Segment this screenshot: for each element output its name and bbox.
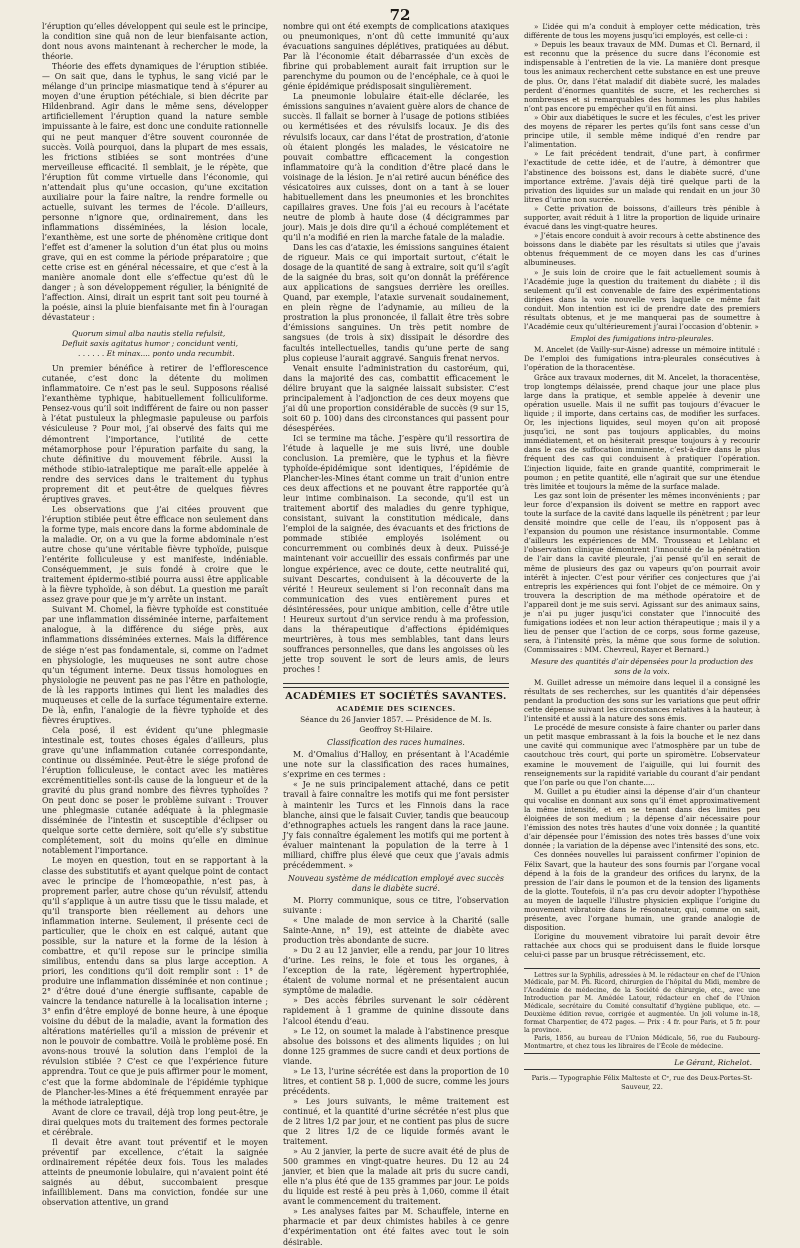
gerant-signature: Le Gérant, Richelot. [674,1057,752,1067]
paragraph: » Obir aux diabétiques le sucre et les fécules, c’est les priver des moyens de réparer les pertes qu’ils font sans cesse d’un principe utile, il semble même indiqué d’en rendre par l’alimentation. [524,112,760,150]
divider [524,1069,760,1070]
paragraph: » Cette privation de boissons, d’ailleurs très pénible à supporter, avait réduit à 1 litre la proportion de liquide urinaire évacué dans les vingt-quatre heures. [524,203,760,232]
page-number: 72 [389,6,411,24]
divider [283,683,509,684]
quote-line: Defluit saxis agitatus humor ; concidunt venti, [62,339,238,348]
topic-heading: Emploi des fumigations intra-pleurales. [570,334,714,344]
paragraph: » Depuis les beaux travaux de MM. Dumas et Cl. Bernard, il est reconnu que la présence du sucre dans l’économie est indispensable à l’entretien de la vie. La manière dont presque tous les animaux recherchent cette substance en est une preuve de plus. Or, dans l’état maladif dit diabète sucré, les malades perdent d’énormes quantités de sucre, et les recherches si nombreuses et si remarquables des hommes les plus habiles n’ont pas encore pu empêcher qu’il en fût ainsi. [524,40,760,113]
paragraph: » Du 2 au 12 janvier, elle a rendu, par jour 10 litres d’urine. Les reins, le foie et tous les organes, à l’exception de la rate, légèrement hypertrophiée, étaient de volume normal et ne présentaient aucun symptôme de maladie. [283,946,509,996]
paragraph: l’éruption qu’elles développent qui seule est le principe, la condition sine quâ non de leur bienfaisante action, dont nous avons maintenant à rechercher le mode, la théorie. [42,22,268,62]
paragraph: » J’étais encore conduit à avoir recours à cette abstinence des boissons dans le diabète par les résultats si utiles que j’avais obtenus fréquemment de ce moyen dans les cas d’urines albumineuses. [524,231,760,268]
paragraph: Les observations que j’ai citées prouvent que l’éruption stibiée peut être efficace non seulement dans la forme type, mais encore dans la forme abdominale de la maladie. Or, on a vu que la forme abdominale n’est autre chose qu’une véritable fièvre typhoïde, puisque l’entérite folliculeuse y est manifeste, indéniable. Conséquemment, je suis fondé à croire que le traitement épidermo-stibié pourra aussi être applicable à la fièvre typhoïde, à son début. La question me paraît assez grave pour que je m’y arrête un instant. [42,504,268,605]
paragraph: » Des accès fébriles survenant le soir cédèrent rapidement à 1 gramme de quinine dissoute dans l’alcool étendu d’eau. [283,996,509,1026]
paragraph: M. d’Omalius d’Halloy, en présentant à l’Académie une note sur la classification des races humaines, s’exprime en ces termes : [283,750,509,780]
paragraph: Il devait être avant tout préventif et le moyen préventif par excellence, c’était la saignée ordinairement répétée deux fois. Tous les malades atteints de pneumonie lobulaire, qui n’avaient point été saignés au début, succombaient presque infailliblement. Dans ma conviction, fondée sur une observation attentive, un grand [42,1137,268,1208]
paragraph: Suivant M. Chomel, la fièvre typhoïde est constituée par une inflammation disséminée interne, parfaitement analogue, à la différence du siége près, aux inflammations disséminées externes. Mais la différence de siége n’est pas fondamentale, si, comme on l’admet en physiologie, les muqueuses ne sont autre chose qu’un tégument interne. Deux tissus homologues en physiologie ne peuvent pas ne pas l’être en pathologie, de là les rapports intimes qui lient les maladies des muqueuses et celle de la surface tégumentaire externe. De là, enfin, l’analogie de la fièvre typhoïde et des fièvres éruptives. [42,605,268,725]
paragraph: » Le fait précédent tendrait, d’une part, à confirmer l’exactitude de cette idée, et de l’autre, à démontrer que l’abstinence des boissons est, dans le diabète sucré, d’une importance extrême. J’avais déjà tiré quelque parti de la privation des liquides sur un malade qui rendait en un jour 30 litres d’urine non sucrée. [524,149,760,204]
paragraph: Ces données nouvelles lui paraissent confirmer l’opinion de Félix Savart, que la hauteur des sons fournis par l’organe vocal dépend à la fois de la grandeur des orifices du larynx, de la pression de l’air dans le poumon et de la tension des ligaments de la glotte. Toutefois, il n’a pas cru devoir adopter l’hypothèse au moyen de laquelle l’illustre physicien explique l’origine du mouvement vibratoire dans le résonateur, qui, comme on sait, présente, avec l’organe humain, une grande analogie de disposition. [524,850,760,933]
column-left [42,22,268,1208]
session-line: Séance du 26 Janvier 1857. — Présidence de M. Is. Geoffroy St-Hilaire. [300,715,492,735]
paragraph: » Les analyses faites par M. Schauffele, interne en pharmacie et par deux chimistes habiles à ce genre d’expérimentation ont été faites avec tout le soin désirable. [283,1207,509,1247]
paragraph: » L’idée qui m’a conduit à employer cette médication, très différente de tous les moyens jusqu’ici employés, est celle-ci : [524,22,760,41]
paragraph: Cela posé, il est évident qu’une phlegmasie intestinale est, toutes choses égales d’ailleurs, plus grave qu’une inflammation cutanée correspondante, continue ou disséminée. Peut-être le siége profond de l’éruption folliculeuse, le contact avec les matières excrémentitielles sont-ils cause de la longueur et de la gravité du plus grand nombre des fièvres typhoïdes ? On peut donc se poser le problème suivant : Trouver une phlegmasie cutanée adéquate à la phlegmasie disséminée de l’intestin et susceptible d’éclipser ou quelque sorte cette dernière, soit qu’elle s’y substitue complétement, soit du moins qu’elle en diminue notablement l’importance. [42,725,268,856]
paragraph: « Une malade de mon service à la Charité (salle Sainte-Anne, n° 19), est atteinte de diabète avec production très abondante de sucre. [283,916,509,946]
paragraph: Dans les cas d’ataxie, les émissions sanguines étaient de rigueur. Mais ce qui importait surtout, c’était le dosage de la quantité de sang à extraire, soit qu’il s’agît de la saignée du bras, soit qu’on donnât la préférence aux applications de sangsues derrière les oreilles. Quand, par exemple, l’ataxie survenait soudainement, en plein règne de l’adynamie, au milieu de la prostration la plus prononcée, il fallait être très sobre d’émissions sanguines. Un très petit nombre de sangsues (de trois à six) dissipait le désordre des facultés intellectuelles, tandis qu’une perte de sang plus copieuse l’aurait aggravé. Sanguis frenat nervos. [283,243,509,363]
paragraph: nombre qui ont été exempts de complications ataxiques ou pneumoniques, n’ont dû cette immunité qu’aux évacuations sanguines déplétives, pratiquées au début. Par là l’économie était débarrassée d’un excès de fibrine qui probablement aurait fait irruption sur le parenchyme du poumon ou de l’encéphale, ce à quoi le génie épidémique prédisposait singulièrement. [283,22,509,92]
paragraph: Avant de clore ce travail, déjà trop long peut-être, je dirai quelques mots du traitement des formes pectorale et cérébrale. [42,1107,268,1137]
book-notice: Lettres sur la Syphilis, adressées à M. le rédacteur en chef de l’Union Médicale, par M. Ph. Ricord, chirurgien de l’hôpital du Midi, membre de l’Académie de médecine, de la Société de chirurgie, etc., avec une Introduction par M. Amédée Latour, rédacteur en chef de l’Union Médicale, secrétaire du Comité consultatif d’hygiène publique, etc. — Deuxième édition revue, corrigée et augmentée. Un joli volume in-18, format Charpentier, de 472 pages. — Prix : 4 fr. pour Paris, et 5 fr. pour la province. [524,971,760,1034]
column-middle [283,22,509,1247]
paragraph: M. Piorry communique, sous ce titre, l’observation suivante : [283,895,509,915]
topic-heading: Mesure des quantités d’air dépensées pour la production des sons de la voix. [530,657,754,676]
printer-imprint: Paris.— Typographie Félix Malteste et Cᵉ, rue des Deux-Portes-St-Sauveur, 22. [531,1073,753,1091]
sub-heading: ACADÉMIE DES SCIENCES. [336,705,456,714]
divider [283,687,509,688]
divider [524,1053,760,1054]
topic-heading: Classification des races humaines. [327,738,465,748]
paragraph: Le moyen en question, tout en se rapportant à la classe des substitutifs et ayant quelque point de contact avec le principe de l’homœopathie, n’est pas, à proprement parler, autre chose qu’un révulsif, attendu qu’il s’applique à un autre tissu que le tissu malade, et qu’il transporte bien réellement au dehors une inflammation interne. Seulement, il présente ceci de particulier, que le choix en est calqué, autant que possible, sur la nature et la forme de la lésion à combattre, et qu’il repose sur le principe similia similibus, entendu dans sa plus large acception. A priori, les conditions qu’il doit remplir sont : 1° de produire une inflammation disséminée et non continue ; 2° d’être doué d’une énergie suffisante, capable de vaincre la tendance naturelle à la localisation interne ; 3° enfin d’être employé de bonne heure, à une époque voisine du début de la maladie, avant la formation des altérations matérielles qu’il a mission de prévenir et non le pouvoir de combattre. Voilà le problème posé. En avons-nous trouvé la solution dans l’emploi de la révulsion stibiée ? C’est ce que l’expérience future apprendra. Tout ce que je puis affirmer pour le moment, c’est que la forme abdominale de l’épidémie typhique de Plancher-les-Mines a été fréquemment enrayée par la méthode iatraleptique. [42,856,268,1107]
paragraph: Un premier bénéfice à retirer de l’efflorescence cutanée, c’est donc la détente du molimen inflammatoire. Ce n’est pas le seul. Supposons réalisé l’exanthème typhique, habituellement folliculiforme. Pensez-vous qu’il soit indifférent de faire ou non passer à l’état pustuleux la phlegmasie papuleuse ou parfois vésiculeuse ? Pour moi, j’ai observé des faits qui me démontrent l’importance, l’utilité de cette métamorphose pour l’épuration parfaite du sang, la chute définitive du mouvement fébrile. Aussi la méthode stibio-iatraleptique me paraît-elle appelée à rendre des services dans le traitement du typhus proprement dit et peut-être de quelques fièvres éruptives graves. [42,364,268,504]
paragraph: M. Guillet adresse un mémoire dans lequel il a consigné les résultats de ses recherches, sur les quantités d’air dépensées pendant la production des sons sur les variations que peut offrir cette dépense suivant les circonstances relatives à la hauteur, à l’intensité et aussi à la nature des sons émis. [524,677,760,724]
divider [524,968,760,969]
paragraph: L’origine du mouvement vibratoire lui paraît devoir être rattachée aux chocs qui se produisent dans le fluide lorsque celui-ci passe par un brusque rétrécissement, etc. [524,932,760,960]
paragraph: » Le 12, on soumet la malade à l’abstinence presque absolue des boissons et des aliments liquides ; on lui donne 125 grammes de sucre candi et deux portions de viande. [283,1026,509,1066]
paragraph: Ici se termine ma tâche. J’espère qu’il ressortira de l’étude à laquelle je me suis livré, une double conclusion. La première, que le typhus et la fièvre typhoïde-épidémique sont identiques, l’épidémie de Plancher-les-Mines étant comme un trait d’union entre ces deux affections et ne pouvant être rapportée qu’à leur intime combinaison. La seconde, qu’il est un traitement abortif des maladies du genre typhique, consistant, suivant la constitution médicale, dans l’emploi de la saignée, des évacuants et des frictions de pommade stibiée employés isolément ou concurremment ou combinés deux à deux. Puissé-je maintenant voir accueillir des essais confirmés par une longue expérience, avec ce doute, cette neutralité qui, suivant Descartes, conduisent à la découverte de la vérité ! Heureux seulement si l’on reconnaît dans ma communication des vues entièrement pures et désintéressées, pour unique ambition, celle d’être utile ! Heureux surtout d’un service rendu à ma profession, dans la thérapeutique d’affections épidémiques meurtrières, à tous mes semblables, tant dans leurs souffrances personnelles, que dans les angoisses où les jette trop souvent le sort de leurs amis, de leurs proches ! [283,433,509,674]
paragraph: M. Guillet a pu étudier ainsi la dépense d’air d’un chanteur qui vocalise en donnant aux sons qu’il émet approximativement la même intensité, et en se tenant dans des limites peu éloignées de son medium ; la dépense d’air nécessaire pour l’émission des notes très hautes d’une voix donnée ; la quantité d’air dépensée pour l’émission des notes très basses d’une voix donnée ; la variation de la dépense avec l’intensité des sons, etc. [524,786,760,851]
book-notice-address: Paris, 1856, au bureau de l’Union Médicale, 56, rue du Faubourg-Montmartre, et chez tous les libraires de l’École de médecine. [524,1034,760,1050]
paragraph: » Les jours suivants, le même traitement est continué, et la quantité d’urine sécrétée n’est plus que de 2 litres 1/2 par jour, et ne contient pas plus de sucre que 2 litres 1/2 de ce liquide formés avant le traitement. [283,1096,509,1147]
topic-heading: Nouveau système de médication employé avec succès dans le diabète sucré. [288,873,504,893]
paragraph: » Le 13, l’urine sécrétée est dans la proportion de 10 litres, et contient 58 p. 1,000 de sucre, comme les jours précédents. [283,1066,509,1096]
paragraph: « Je ne suis principalement attaché, dans ce petit travail à faire connaître les motifs qui me font persister à maintenir les Turcs et les Finnois dans la race blanche, ainsi que le faisait Cuvier, tandis que beaucoup d’ethnographes actuels les rangent dans la race jaune. J’y fais connaître également les motifs qui me portent à évaluer maintenant la population de la terre à 1 milliard, chiffre plus élevé que ceux que j’avais admis précédemment. » [283,780,509,870]
quote-line: Quorum simul alba nautis stella refulsit, [72,329,226,339]
paragraph: M. Ancelet (de Vailly-sur-Aisne) adresse un mémoire intitulé : De l’emploi des fumigations intra-pleurales consécutives à l’opération de la thoracentèse. [524,345,760,373]
quote-line: . . . . . . Et minax.... ponto unda recumbit. [78,348,235,358]
paragraph: La pneumonie lobulaire était-elle déclarée, les émissions sanguines n’avaient guère alors de chance de succès. Il fallait se borner à l’usage de potions stibiées ou kermétisées et des révulsifs locaux. Je dis des révulsifs locaux, car dans l’état de prostration, d’atonie où étaient plongés les malades, le vésicatoire ne pouvait combattre efficacement la congestion inflammatoire qu’à la condition d’être placé dans le voisinage de la lésion. Je n’ai retiré aucun bénéfice des vésicatoires aux cuisses, dont on a tant à se louer habituellement dans les pneumonies et les bronchites capillaires graves. Une fois j’ai eu recours à l’acétate neutre de plomb à haute dose (4 décigrammes par jour). Mais je dois dire qu’il a échoué complétement et qu’il n’a modifié en rien la marche fatale de la maladie. [283,92,509,242]
latin-quote [42,329,268,358]
paragraph: Théorie des effets dynamiques de l’éruption stibiée. — On sait que, dans le typhus, le sang vicié par le mélange d’un principe miasmatique tend à s’épurer au moyen d’une éruption pétéchiale, si bien décrite par Hildenbrand. Agir dans le même sens, développer artificiellement l’éruption quand la nature semble impuissante à le faire, est donc une conduite rationnelle qui ne peut manquer d’être souvent couronnée de succès. Voilà pourquoi, dans la plupart de mes essais, les frictions stibiées se sont montrées d’une merveilleuse efficacité. Il semblait, je le répète, que l’éruption fût comme virtuelle dans l’économie, qui n’attendait plus qu’une occasion, qu’une excitation auxiliaire pour la faire naître, la rendre formelle ou actuelle, suivant les termes de l’école. D’ailleurs, personne n’ignore que, ordinairement, dans les inflammations disséminées, la lésion locale, l’exanthème, est une sorte de phénomène critique dont l’effet est d’amener la solution d’un état plus ou moins grave, qui en est comme la période préparatoire ; que cette crise est en général nécessaire, et que c’est à la manière anomale dont elle s’effectue qu’est dû le danger ; à son développement régulier, la bénignité de l’affection. Ainsi, dirait un esprit tant soit peu tourné à la poésie, ainsi la pluie bienfaisante met fin à l’ouragan dévastateur : [42,62,268,323]
paragraph: Grâce aux travaux modernes, dit M. Ancelet, la thoracentèse, trop longtemps délaissée, prend chaque jour une place plus large dans la pratique, et semble appelée à devenir une opération usuelle. Mais il ne suffit pas toujours d’évacuer le liquide ; il importe, dans certains cas, de modifier les surfaces. Or, les injections liquides, seul moyen qu’on ait proposé jusqu’ici, ne sont pas toujours applicables, du moins immédiatement, et on hésiterait presque toujours à y recourir dans le cas de suffocation imminente, c’est-à-dire dans le plus fréquent des cas qui conduisent à pratiquer l’opération. L’injection liquide, faite en grande quantité, comprimerait le poumon ; en petite quantité, elle n’agirait que sur une étendue très limitée et toujours la même de la surface malade. [524,372,760,491]
paragraph: Le procédé de mesure consiste à faire chanter ou parler dans un petit masque embrassant à la fois la bouche et le nez dans une cavité qui communique avec l’atmosphère par un tube de caoutchouc très court, qui porte un spiromètre. L’observateur examine le mouvement de l’aiguille, qui lui fournit des renseignements sur la rapidité variable du courant d’air pendant que l’on parle ou que l’on chante..... [524,723,760,787]
paragraph: » Je suis loin de croire que le fait actuellement soumis à l’Académie juge la question du traitement du diabète ; il dis seulement qu’il est convenable de faire des expérimentations dirigées dans la voie nouvelle vers laquelle ce même fait conduit. Mon intention est ici de prendre date des premiers résultats obtenus, et je me manquerai pas de soumettre à l’Académie ceux qu’ultérieurement j’aurai l’occasion d’obtenir. » [524,267,760,332]
paragraph: Venait ensuite l’administration du castoréum, qui, dans la majorité des cas, combattit efficacement le délire bruyant que la saignée laissait subsister. C’est principalement à l’adjonction de ces deux moyens que j’ai dû une proportion considérable de succès (9 sur 15, soit 60 p. 100) dans des circonstances qui passent pour désespérées. [283,363,509,433]
section-heading: ACADÉMIES ET SOCIÉTÉS SAVANTES. [285,691,507,703]
paragraph: Les gaz sont loin de présenter les mêmes inconvénients ; par leur force d’expansion ils doivent se mettre en rapport avec toute la surface de la cavité dans laquelle ils pénètrent ; par leur densité moindre que celle de l’eau, ils n’opposent pas à l’expansion du poumon une résistance insurmontable. Comme d’ailleurs les expériences de MM. Trousseau et Leblanc et l’observation clinique démontrent l’innocuité de la pénétration de l’air dans la cavité pleurale, j’ai pensé qu’il en serait de même de plusieurs des gaz ou vapeurs qu’on pourrait avoir intérêt à injecter. C’est pour vérifier ces conjectures que j’ai entrepris les expériences qui font l’objet de ce mémoire. On y trouvera la description de ma méthode opératoire et de l’appareil dont je me suis servi. Agissant sur des animaux sains, je n’ai pu juger jusqu’ici constater que l’innocuité des fumigations iodées et non leur action thérapeutique ; mais il y a lieu de penser que l’action de ce corps, sous forme gazeuse, sera, à l’intensité près, la même que sous forme de solution. (Commissaires : MM. Chevreul, Rayer et Bernard.) [524,490,760,655]
paragraph: » Au 2 janvier, la perte de sucre avait été de plus de 500 grammes en vingt-quatre heures. Du 12 au 24 janvier, et bien que la malade ait pris du sucre candi, elle n’a plus été que de 135 grammes par jour. Le poids du liquide est resté à peu près à 1,060, comme il était avant le commencement du traitement. [283,1147,509,1207]
column-right [524,22,760,1090]
